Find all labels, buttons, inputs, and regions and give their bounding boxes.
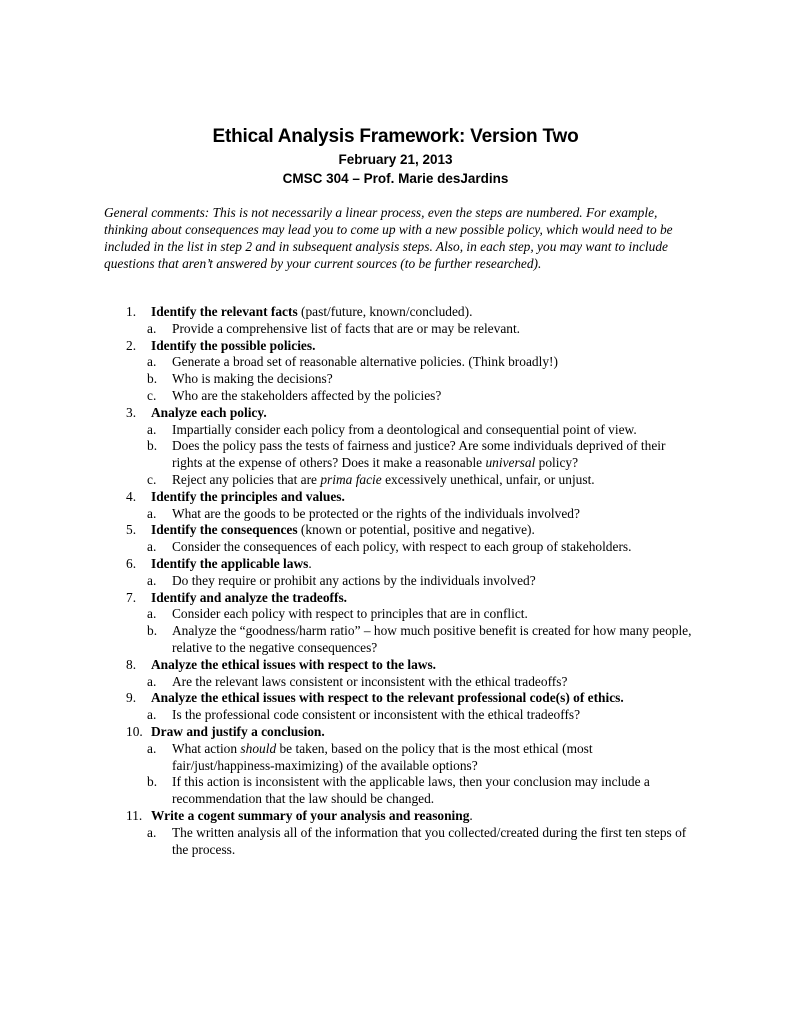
sub-text: What action	[172, 740, 241, 756]
step-heading	[151, 590, 696, 607]
step-item	[126, 724, 696, 741]
sub-text: Generate a broad set of reasonable alternative policies. (Think broadly!)	[172, 354, 558, 370]
step-heading	[151, 522, 696, 539]
sub-letter: c.	[147, 471, 157, 487]
sub-text: What are the goods to be protected or the rights of the individuals involved?	[172, 505, 580, 521]
sub-item	[126, 438, 696, 472]
sub-item	[126, 422, 696, 439]
sub-text: Is the professional code consistent or inconsistent with the ethical tradeoffs?	[172, 707, 581, 723]
step-item	[126, 657, 696, 674]
sub-item	[126, 741, 696, 775]
sub-letter: a.	[147, 824, 157, 840]
step-heading-bold: Identify and analyze the tradeoffs.	[151, 589, 348, 605]
sub-item	[126, 674, 696, 691]
sub-letter: a.	[147, 673, 157, 689]
sub-text: Analyze the “goodness/harm ratio” – how much positive benefit is created for how many people, relative to the negative consequences?	[172, 623, 692, 655]
sub-letter: a.	[147, 421, 157, 437]
general-comments: General comments: This is not necessarily a linear process, even the steps are numbered. For example, thinking about consequences may lead you to come up with a new possible policy, which would need to be included in the list in step 2 and in subsequent analysis steps. Also, in each step, you may want to include questions that aren’t answered by your current sources (to be further researched).	[104, 205, 673, 271]
sub-letter: a.	[147, 320, 157, 336]
steps-list	[126, 304, 696, 858]
sub-text-emphasis: prima facie	[320, 471, 382, 487]
document-date: February 21, 2013	[338, 152, 453, 167]
sub-text: Who are the stakeholders affected by the policies?	[172, 387, 442, 403]
step-heading	[151, 338, 696, 355]
step-heading-rest: (past/future, known/concluded).	[297, 304, 473, 319]
sub-text: The written analysis all of the information that you collected/created during the first ten steps of the process.	[172, 824, 687, 857]
sub-letter: a.	[147, 606, 157, 622]
sub-text-emphasis: universal	[485, 455, 536, 471]
sub-text: Reject any policies that are	[172, 471, 321, 487]
sub-item	[126, 321, 696, 338]
sub-item	[126, 506, 696, 523]
step-heading-rest: .	[308, 555, 312, 571]
sub-letter: a.	[147, 539, 157, 555]
step-heading-rest: .	[469, 807, 473, 823]
step-number: 2.	[126, 337, 137, 353]
step-number: 4.	[126, 488, 137, 504]
step-heading	[151, 724, 696, 741]
sub-text-rest: be taken, based on the policy that is the most ethical (most fair/just/happiness-maximizing) of the available options?	[172, 740, 593, 773]
step-heading-bold: Write a cogent summary of your analysis and reasoning	[151, 807, 470, 823]
step-heading-bold: Analyze the ethical issues with respect to the relevant professional code(s) of ethics.	[151, 690, 624, 706]
sub-item	[126, 623, 696, 657]
step-heading-bold: Identify the possible policies.	[151, 337, 316, 353]
sub-item	[126, 354, 696, 371]
step-number: 6.	[126, 555, 137, 571]
step-item	[126, 522, 696, 539]
sub-text: Are the relevant laws consistent or inconsistent with the ethical tradeoffs?	[172, 673, 568, 689]
step-heading	[151, 657, 696, 674]
sub-letter: b.	[147, 438, 158, 454]
sub-item	[126, 825, 696, 859]
title-block	[0, 124, 791, 188]
sub-text-rest: policy?	[535, 455, 579, 471]
sub-text: Provide a comprehensive list of facts that are or may be relevant.	[172, 320, 521, 336]
sub-item	[126, 472, 696, 489]
sub-item	[126, 573, 696, 590]
step-item	[126, 690, 696, 707]
step-heading	[151, 489, 696, 506]
sub-text: Impartially consider each policy from a deontological and consequential point of view.	[172, 421, 637, 437]
step-heading	[151, 556, 696, 573]
step-heading-bold: Identify the consequences	[151, 522, 298, 538]
sub-letter: a.	[147, 505, 157, 521]
sub-text-emphasis: should	[240, 740, 277, 756]
sub-text-rest: excessively unethical, unfair, or unjust.	[381, 471, 595, 487]
step-heading-bold: Analyze each policy.	[151, 404, 267, 420]
sub-item	[126, 539, 696, 556]
step-heading-bold: Analyze the ethical issues with respect to the laws.	[151, 656, 437, 672]
step-number: 3.	[126, 404, 137, 420]
step-item	[126, 590, 696, 607]
step-heading	[151, 690, 696, 707]
step-heading-bold: Draw and justify a conclusion.	[151, 723, 325, 739]
sub-letter: b.	[147, 623, 158, 639]
step-number: 1.	[126, 304, 137, 319]
step-heading-bold: Identify the principles and values.	[151, 488, 345, 504]
step-item	[126, 489, 696, 506]
step-number: 7.	[126, 589, 137, 605]
step-item	[126, 808, 696, 825]
step-number: 9.	[126, 690, 137, 706]
sub-letter: a.	[147, 707, 157, 723]
sub-text: Consider the consequences of each policy, with respect to each group of stakeholders.	[172, 539, 632, 555]
step-heading	[151, 304, 696, 321]
step-heading-bold: Identify the relevant facts	[151, 304, 298, 319]
sub-letter: c.	[147, 387, 157, 403]
document-course: CMSC 304 – Prof. Marie desJardins	[282, 171, 509, 186]
sub-letter: a.	[147, 354, 157, 370]
step-heading-bold: Identify the applicable laws	[151, 555, 309, 571]
step-heading	[151, 808, 696, 825]
sub-letter: a.	[147, 572, 157, 588]
step-number: 11.	[126, 807, 143, 823]
step-item	[126, 304, 696, 321]
step-heading-rest: (known or potential, positive and negative).	[297, 522, 535, 538]
document-title: Ethical Analysis Framework: Version Two	[212, 126, 579, 147]
sub-letter: b.	[147, 774, 158, 790]
sub-item	[126, 388, 696, 405]
step-item	[126, 556, 696, 573]
sub-text: Who is making the decisions?	[172, 371, 333, 387]
step-number: 10.	[126, 723, 143, 739]
sub-text: If this action is inconsistent with the applicable laws, then your conclusion may include a recommendation that the law should be changed.	[172, 774, 650, 807]
sub-item	[126, 371, 696, 388]
sub-text: Consider each policy with respect to principles that are in conflict.	[172, 606, 528, 622]
sub-item	[126, 707, 696, 724]
sub-letter: a.	[147, 740, 157, 756]
step-item	[126, 405, 696, 422]
sub-item	[126, 774, 696, 808]
sub-text: Does the policy pass the tests of fairness and justice? Are some individuals deprived of their rights at the expense of others? Does it make a reasonable	[172, 438, 666, 471]
step-number: 8.	[126, 656, 137, 672]
sub-item	[126, 606, 696, 623]
step-number: 5.	[126, 522, 137, 538]
sub-letter: b.	[147, 371, 158, 387]
step-item	[126, 338, 696, 355]
step-heading	[151, 405, 696, 422]
sub-text: Do they require or prohibit any actions by the individuals involved?	[172, 572, 536, 588]
